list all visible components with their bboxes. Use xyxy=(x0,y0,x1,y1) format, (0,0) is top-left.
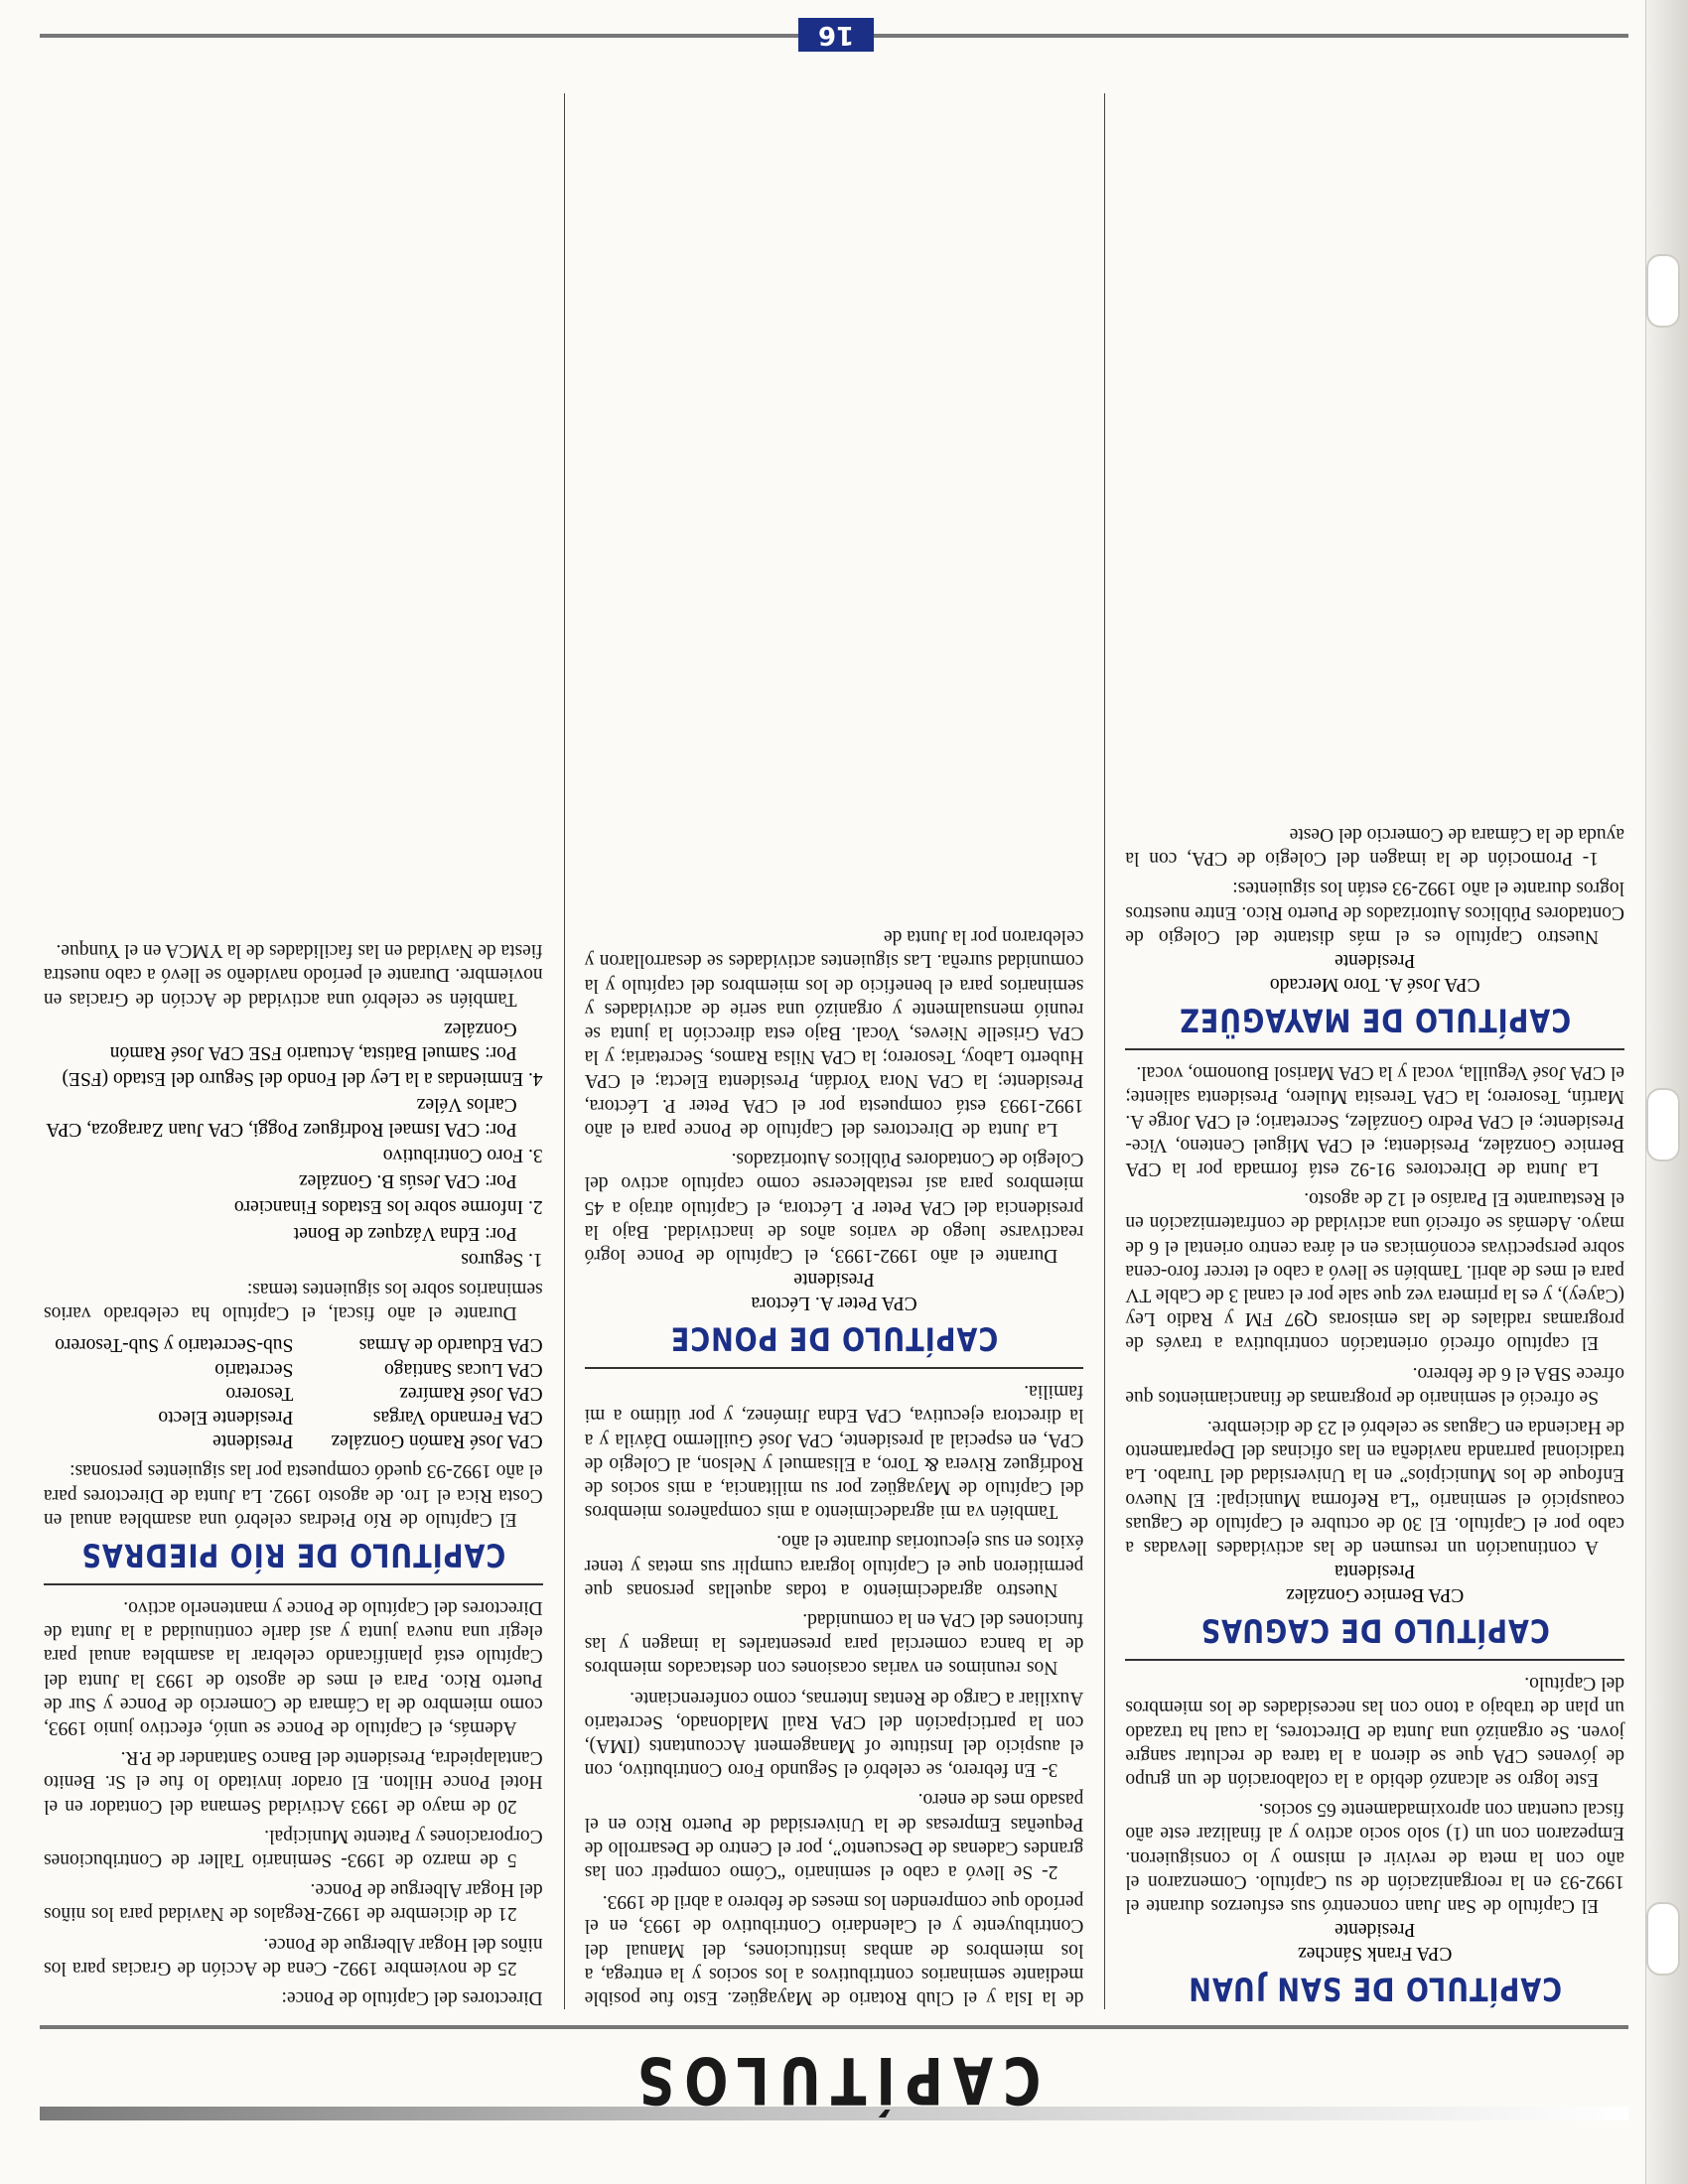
page-number: 16 xyxy=(798,18,874,52)
roster-role: Secretario xyxy=(214,1358,294,1380)
paragraph: La Junta de Directores 91-92 está formada por la CPA Bernice González, Presidenta; el CPA Miguel Centeno, Vice-Presidente; el CPA Pedro González, Secretario; el CPA Jorge A. Martín, Tesorero; la CPA Teresita Mulero, Presidenta saliente; el CPA José Veguilla, vocal y la CPA Marisol Buonomo, vocal. xyxy=(1125,1062,1624,1179)
roster-name: CPA Lucas Santiago xyxy=(384,1358,543,1380)
binder-margin xyxy=(1645,0,1688,2184)
roster-name: CPA Fernando Vargas xyxy=(372,1406,543,1428)
paragraph: El Capítulo de Río Piedras celebró una asamblea anual en Costa Rica el 1ro. de agosto 1992. La Junta de Directores para el año 1992-93 quedó compuesta por las siguientes personas: xyxy=(44,1460,543,1530)
paragraph: Nos reunimos en varias ocasiones con destacados miembros de la banca comercial para presentarles la imagen y las funciones del CPA en la comunidad. xyxy=(584,1608,1084,1679)
seminar-speaker: Por: Samuel Batista, Actuario FSE CPA José Ramón González xyxy=(109,1018,517,1064)
paragraph: Este logro se alcanzó debido a la colaboración de un grupo de jóvenes CPA que se dieron a la tarea de reclutar sangre joven. Se organizó una Junta de Directores, la cual ha trazado un plan de trabajo a tono con las necesidades de los miembros del Capítulo. xyxy=(1125,1673,1624,1790)
list-item: 3- En febrero, se celebró el Segundo Foro Contributivo, con el auspicio del Institute of Management Accountants (IMA), con la participación del CPA Raúl Maldonado, Secretario Auxiliar a Cargo de Rentas Internas, como conferenciante. xyxy=(584,1687,1084,1781)
seminar-title: 2. Informe sobre los Estados Financiero xyxy=(233,1196,543,1218)
paragraph: Nuestro Capítulo es el más distante del Colegio de Contadores Públicos Autorizados de Puerto Rico. Entre nuestros logros durante el año 1992-93 están los siguientes: xyxy=(1125,878,1624,947)
header-rule xyxy=(40,2025,1628,2029)
column-3 xyxy=(40,93,547,2009)
list-item: 21 de diciembre de 1992-Regalos de Navidad para los niños del Hogar Albergue de Ponce. xyxy=(44,1879,543,1925)
seminar-title: 1. Seguros xyxy=(461,1248,543,1270)
binder-hole-icon xyxy=(1646,1088,1680,1161)
roster-role: Presidente xyxy=(212,1431,294,1452)
heading-san-juan: CAPÍTULO DE SAN JUAN xyxy=(1188,1969,1563,2007)
paragraph: El capítulo ofreció orientación contributiva a través de programas radiales de las emisoras Q97 FM y Radio Ley (Cayey), y es la primera vez que sale por el canal 3 de Cable TV para el mes de abril. También se llevó a cabo el tercer foro-cena sobre perspectivas económicas en el área centro oriental el 6 de mayo. Además se ofreció una actividad de confraternización en el Restaurante El Paraíso el 12 de agosto. xyxy=(1125,1188,1624,1354)
paragraph: de la Isla y el Club Rotario de Mayagüez. Esto fue posible mediante seminarios contributivos a los socios y la entrega, a los miembros de ambas instituciones, del Manual del Contribuyente y el Calendario Contributivo de 1993, en el período que comprenden los meses de febrero a abril de 1993. xyxy=(584,1891,1084,2008)
list-item: 20 de mayo de 1993 Actividad Semana del Contador en el Hotel Ponce Hilton. El orador invitado lo fue el Sr. Benito Cantalapiedra, Presidente del Banco Santander de P.R. xyxy=(44,1747,543,1817)
list-item: 5 de marzo de 1993- Seminario Taller de Contribuciones Corporaciones y Patente Municipal. xyxy=(44,1825,543,1870)
officer-role: Presidente xyxy=(1335,949,1416,971)
list-item: 2- Se llevó a cabo el seminario “Cómo competir con las grandes Cadenas de Descuento”, por el Centro de Desarrollo de Pequeñas Empresas de la Universidad de Puerto Rico en el pasado mes de enero. xyxy=(584,1789,1084,1882)
page-footer xyxy=(40,22,1628,52)
heading-rio-piedras: CAPÍTULO DE RÍO PIEDRAS xyxy=(80,1535,506,1572)
paragraph: Nuestro agradecimiento a todas aquellas personas que permitieron que el Capítulo lograra cumplir sus metas y tener éxitos en sus ejecutorias durante el año. xyxy=(584,1531,1084,1600)
seminar-speaker: Por: CPA Jesús B. González xyxy=(298,1170,517,1192)
paragraph: Se ofreció el seminario de programas de financiamientos que ofrece SBA el 6 de febrero. xyxy=(1125,1362,1624,1408)
section-divider xyxy=(585,1367,1084,1369)
roster-name: CPA Eduardo de Armas xyxy=(358,1334,543,1356)
page-header xyxy=(40,2031,1628,2120)
officer-role: Presidente xyxy=(793,1268,875,1290)
paragraph: También va mi agradecimiento a mis compañeros miembros del Capítulo de Mayagüez por su militancia, a mis socios de Rodríguez Rivera & Toro, a Elisamuel y Nelson, al Colegio de CPA, en especial al presidente, CPA José Guillermo Dávila y a la directora ejecutiva, CPA Edna Jiménez, y por último a mi familia. xyxy=(584,1381,1084,1523)
heading-ponce: CAPÍTULO DE PONCE xyxy=(669,1318,999,1357)
section-divider xyxy=(44,1583,543,1585)
paragraph: Durante el año 1992-1993, el Capítulo de Ponce logró reactivarse luego de varios años de inactividad. Bajo la presidencia del CPA Peter P. Léctora, el Capítulo atrajo a 45 miembros para así restablecerse como capítulo activo del Colegio de Contadores Públicos Autorizados. xyxy=(584,1149,1084,1266)
board-roster xyxy=(44,1332,543,1452)
roster-role: Sub-Secretario y Sub-Tesorero xyxy=(55,1334,294,1356)
officer-name: CPA Frank Sánchez xyxy=(1298,1943,1453,1964)
binder-hole-icon xyxy=(1646,1902,1680,1976)
officer-name: CPA Peter A. Léctora xyxy=(751,1292,917,1313)
roster-role: Presidente Electo xyxy=(158,1406,294,1428)
paragraph: El Capítulo de San Juan concentró sus esfuerzos durante el 1992-93 en la reorganización de su Capítulo. Comenzaron el año con la meta de revivir el mismo y lo consiguieron. Empezaron con un (1) solo socio activo y al finalizar este año fiscal cuentan con aproximadamente 65 socios. xyxy=(1125,1799,1624,1916)
seminar-title: 3. Foro Contributivo xyxy=(382,1144,543,1165)
article-columns xyxy=(40,93,1628,2009)
paragraph: También se celebró una actividad de Acción de Gracias en noviembre. Durante el período navideño se llevó a cabo nuestra fiesta de Navidad en las facilidades de la YMCA en el Yunque. xyxy=(44,940,543,1010)
seminar-title: 4. Enmiendas a la Ley del Fondo del Seguro del Estado (FSE) xyxy=(62,1068,543,1090)
list-item: 1- Promoción de la imagen del Colegio de CPA, con la ayuda de la Cámara de Comercio del Oeste xyxy=(1125,824,1624,870)
binder-hole-icon xyxy=(1646,254,1680,328)
paragraph: Durante el año fiscal, el Capítulo ha celebrado varios seminarios sobre los siguientes temas: xyxy=(44,1278,543,1324)
seminar-speaker: Por: Edna Vázquez de Bonet xyxy=(293,1222,517,1244)
page-title: CAPÍTULOS xyxy=(627,2041,1042,2116)
officer-role: Presidente xyxy=(1335,1919,1416,1940)
officer-name: CPA José A. Toro Mercado xyxy=(1269,973,1480,995)
section-divider xyxy=(1125,1048,1624,1050)
officer-role: Presidenta xyxy=(1335,1560,1416,1581)
officer-name: CPA Bernice González xyxy=(1286,1583,1465,1605)
roster-name: CPA José Ramón González xyxy=(331,1431,543,1452)
column-2 xyxy=(581,93,1088,2009)
roster-name: CPA José Ramírez xyxy=(399,1382,543,1404)
heading-caguas: CAPÍTULO DE CAGUAS xyxy=(1199,1610,1550,1649)
section-divider xyxy=(1125,1659,1624,1661)
paragraph: Además, el Capítulo de Ponce se unió, efectivo junio 1993, como miembro de la Cámara de Comercio de Ponce y Sur de Puerto Rico. Para el mes de agosto de 1993 la Junta del Capítulo está planificando celebrar la asamblea anual para elegir una nueva junta y así darle continuidad a la Junta de Directores del Capítulo de Ponce y mantenerlo activo. xyxy=(44,1596,543,1738)
list-item: 25 de noviembre 1992- Cena de Acción de Gracias para los niños del Hogar Albergue de Ponce. xyxy=(44,1933,543,1979)
paragraph: A continuación un resumen de las actividades llevadas a cabo por el Capítulo. El 30 de octubre el Capítulo de Caguas coauspició el seminario “La Reforma Municipal: El Nuevo Enfoque de los Municipios” en la Universidad del Turabo. La tradicional parranda navideña en las oficinas del Departamento de Hacienda en Caguas se celebró el 23 de diciembre. xyxy=(1125,1416,1624,1558)
paragraph: Directores del Capítulo de Ponce: xyxy=(281,1987,543,2008)
heading-mayaguez: CAPÍTULO DE MAYAGÜEZ xyxy=(1179,1000,1572,1038)
paragraph: La Junta de Directores del Capítulo de Ponce para el año 1992-1993 está compuesta por el CPA Peter P. Léctora, Presidente; la CPA Nora Yordán, Presidenta Electa; el CPA Huberto Laboy, Tesorero; la CPA Nilsa Ramos, Secretaria; y la CPA Griselle Nieves, Vocal. Bajo esta dirección la junta se reunió mensualmente y organizó una serie de actividades y seminarios para el beneficio de los miembros del capítulo y la comunidad sureña. Las siguientes actividades se desarrollaron y celebraron por la Junta de xyxy=(584,926,1084,1140)
roster-role: Tesorero xyxy=(225,1382,294,1404)
seminar-speaker: Por: CPA Ismael Rodríguez Poggi, CPA Juan Zaragoza, CPA Carlos Vélez xyxy=(47,1094,517,1140)
column-1 xyxy=(1121,93,1628,2009)
